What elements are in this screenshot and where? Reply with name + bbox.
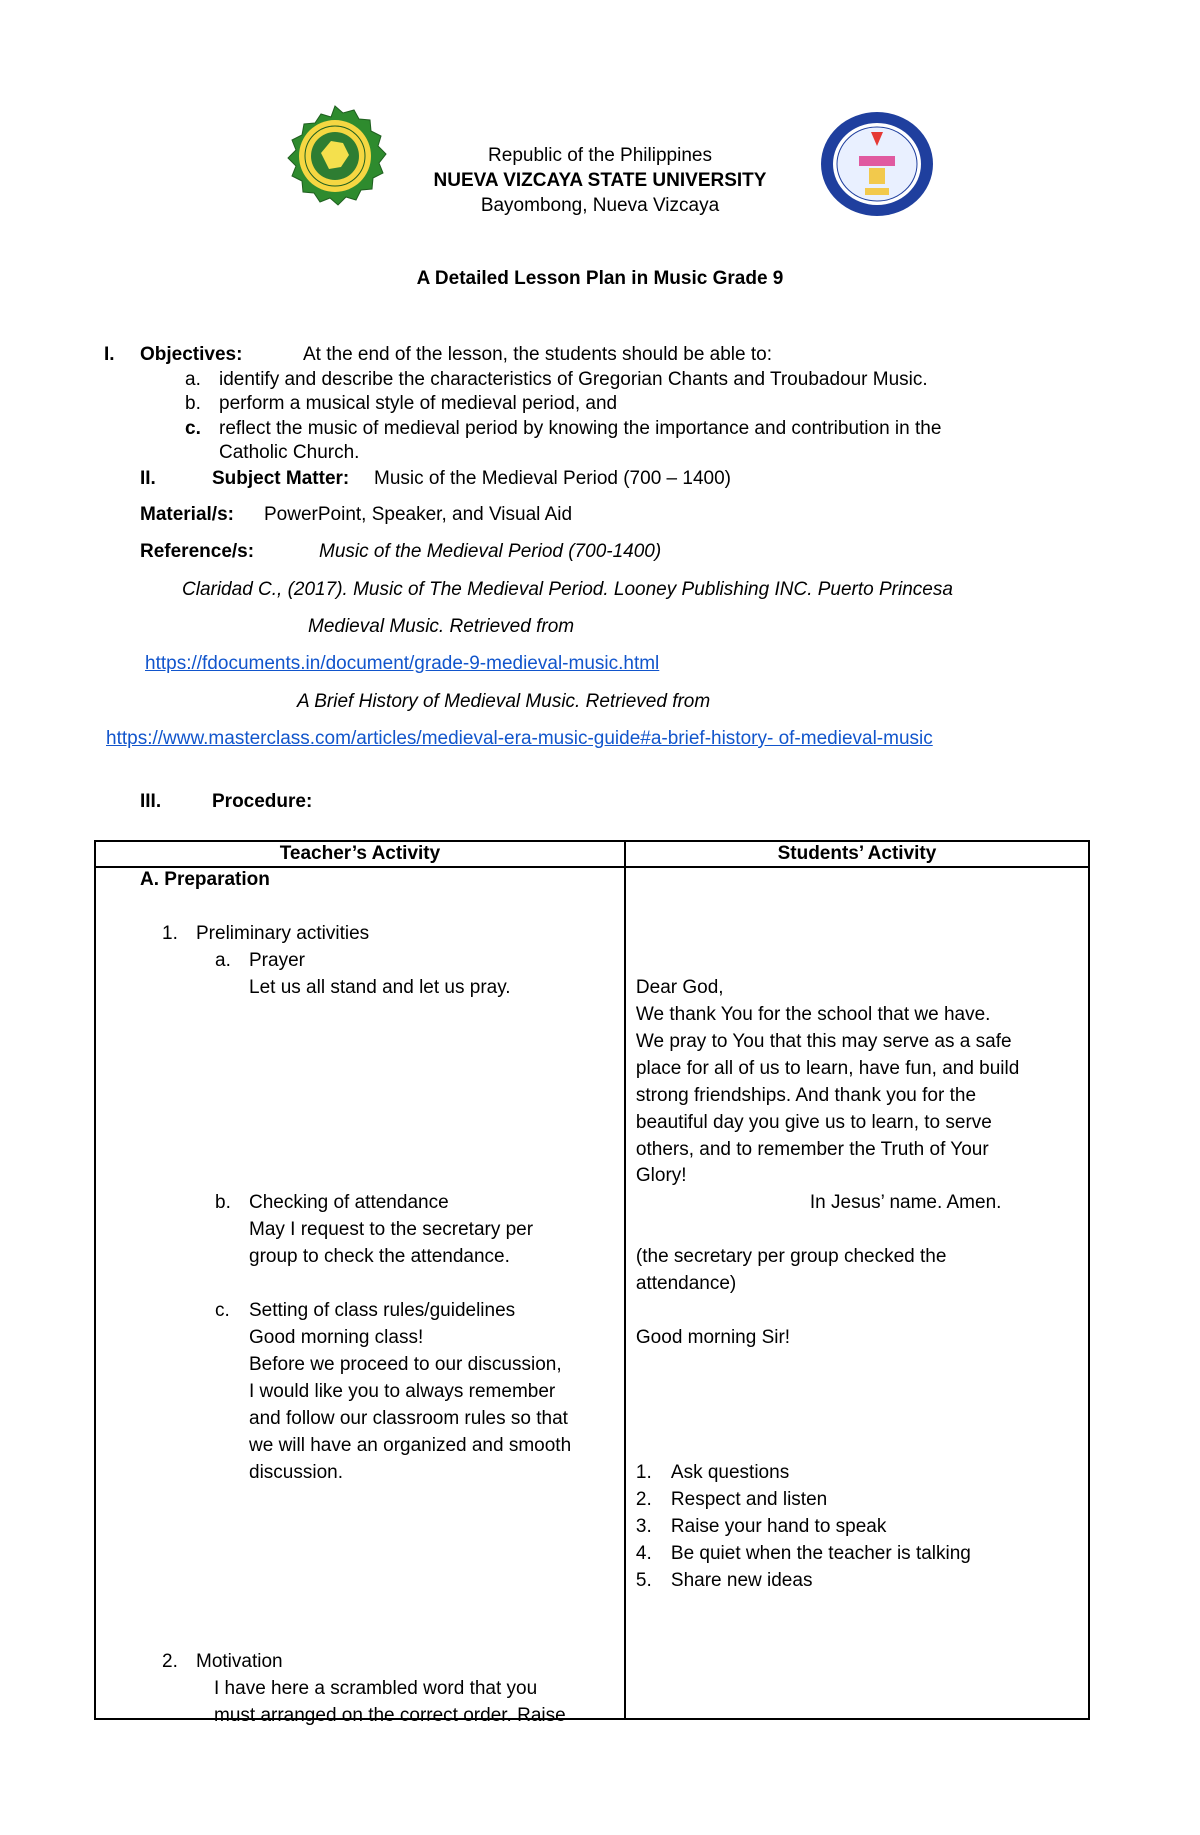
reference-citation: Medieval Music. Retrieved from xyxy=(308,616,575,637)
subject-value: Music of the Medieval Period (700 – 1400) xyxy=(374,468,731,489)
sub-item-label: Prayer xyxy=(249,950,305,971)
objective-marker: a. xyxy=(185,369,201,390)
objective-item-continued: Catholic Church. xyxy=(219,442,360,463)
teacher-line: I have here a scrambled word that you xyxy=(214,1678,538,1699)
objective-item: identify and describe the characteristics of Gregorian Chants and Troubadour Music. xyxy=(219,369,928,390)
teacher-line: May I request to the secretary per xyxy=(249,1219,534,1240)
student-line: (the secretary per group checked the xyxy=(635,1246,947,1267)
rule-text: Raise your hand to speak xyxy=(670,1516,887,1537)
student-line: place for all of us to learn, have fun, and build xyxy=(635,1058,1020,1079)
objective-marker: b. xyxy=(185,393,201,414)
teacher-line: must arranged on the correct order. Raise xyxy=(214,1705,566,1726)
reference-link[interactable]: https://www.masterclass.com/articles/medieval-era-music-guide#a-brief-history- of-medieval-music xyxy=(106,728,933,749)
student-line: Dear God, xyxy=(635,977,724,998)
teacher-line: discussion. xyxy=(249,1462,343,1483)
objectives-intro: At the end of the lesson, the students should be able to: xyxy=(303,344,772,365)
procedure-numeral: III. xyxy=(140,791,162,812)
rule-number: 1. xyxy=(635,1462,652,1483)
student-line: Glory! xyxy=(635,1165,687,1186)
teacher-line: and follow our classroom rules so that xyxy=(249,1408,568,1429)
student-line: We thank You for the school that we have. xyxy=(635,1004,991,1025)
materials-value: PowerPoint, Speaker, and Visual Aid xyxy=(264,504,573,525)
teacher-line: I would like you to always remember xyxy=(249,1381,556,1402)
students-activity-cell xyxy=(625,867,1089,1719)
materials-label: Material/s: xyxy=(140,504,234,525)
student-line: Good morning Sir! xyxy=(635,1327,791,1348)
teacher-line: we will have an organized and smooth xyxy=(249,1435,572,1456)
student-line: strong friendships. And thank you for the xyxy=(635,1085,977,1106)
rule-number: 5. xyxy=(635,1570,652,1591)
student-line: We pray to You that this may serve as a safe xyxy=(635,1031,1012,1052)
item-label: Motivation xyxy=(196,1651,283,1672)
rule-text: Be quiet when the teacher is talking xyxy=(670,1543,971,1564)
rule-text: Respect and listen xyxy=(670,1489,828,1510)
rule-text: Share new ideas xyxy=(670,1570,813,1591)
item-label: Preliminary activities xyxy=(196,923,370,944)
subject-numeral: II. xyxy=(140,468,156,489)
university-name: NUEVA VIZCAYA STATE UNIVERSITY xyxy=(433,170,767,191)
student-line: others, and to remember the Truth of Your xyxy=(635,1139,989,1160)
sub-item-marker: a. xyxy=(215,950,231,971)
objective-item: perform a musical style of medieval period, and xyxy=(219,393,618,414)
references-label: Reference/s: xyxy=(140,541,255,562)
sub-item-label: Setting of class rules/guidelines xyxy=(249,1300,516,1321)
teacher-line: Let us all stand and let us pray. xyxy=(249,977,511,998)
rule-number: 4. xyxy=(635,1543,652,1564)
university-location: Bayombong, Nueva Vizcaya xyxy=(480,195,720,216)
table-header-row xyxy=(95,841,1089,867)
sub-item-marker: b. xyxy=(215,1192,231,1213)
procedure-table xyxy=(94,840,1090,1726)
teacher-activity-cell xyxy=(95,867,625,1726)
rule-text: Ask questions xyxy=(670,1462,790,1483)
teacher-line: group to check the attendance. xyxy=(249,1246,510,1267)
reference-link[interactable]: https://fdocuments.in/document/grade-9-medieval-music.html xyxy=(145,653,660,674)
document-title: A Detailed Lesson Plan in Music Grade 9 xyxy=(416,268,784,289)
references-value: Music of the Medieval Period (700-1400) xyxy=(319,541,662,562)
reference-citation: Claridad C., (2017). Music of The Medieval Period. Looney Publishing INC. Puerto Princesa xyxy=(182,579,953,600)
objective-item: reflect the music of medieval period by knowing the importance and contribution in the xyxy=(219,418,942,439)
reference-citation: A Brief History of Medieval Music. Retrieved from xyxy=(297,691,711,712)
republic-line: Republic of the Philippines xyxy=(488,145,712,166)
section-heading: A. Preparation xyxy=(140,869,270,890)
student-line: attendance) xyxy=(635,1273,737,1294)
item-number: 2. xyxy=(162,1651,178,1672)
rule-number: 2. xyxy=(635,1489,652,1510)
rule-number: 3. xyxy=(635,1516,652,1537)
student-line: In Jesus’ name. Amen. xyxy=(809,1192,1002,1213)
students-column-header: Students’ Activity xyxy=(625,841,1089,867)
sub-item-label: Checking of attendance xyxy=(249,1192,449,1213)
subject-label: Subject Matter: xyxy=(212,468,350,489)
objective-marker: c. xyxy=(185,418,201,439)
item-number: 1. xyxy=(162,923,178,944)
teacher-line: Good morning class! xyxy=(249,1327,424,1348)
procedure-label: Procedure: xyxy=(212,791,313,812)
sub-item-marker: c. xyxy=(215,1300,230,1321)
teacher-column-header: Teacher’s Activity xyxy=(95,841,625,867)
teacher-line: Before we proceed to our discussion, xyxy=(249,1354,562,1375)
table-row xyxy=(95,867,1089,1719)
objectives-numeral: I. xyxy=(104,344,115,365)
student-line: beautiful day you give us to learn, to serve xyxy=(635,1112,992,1133)
objectives-label: Objectives: xyxy=(140,344,243,365)
